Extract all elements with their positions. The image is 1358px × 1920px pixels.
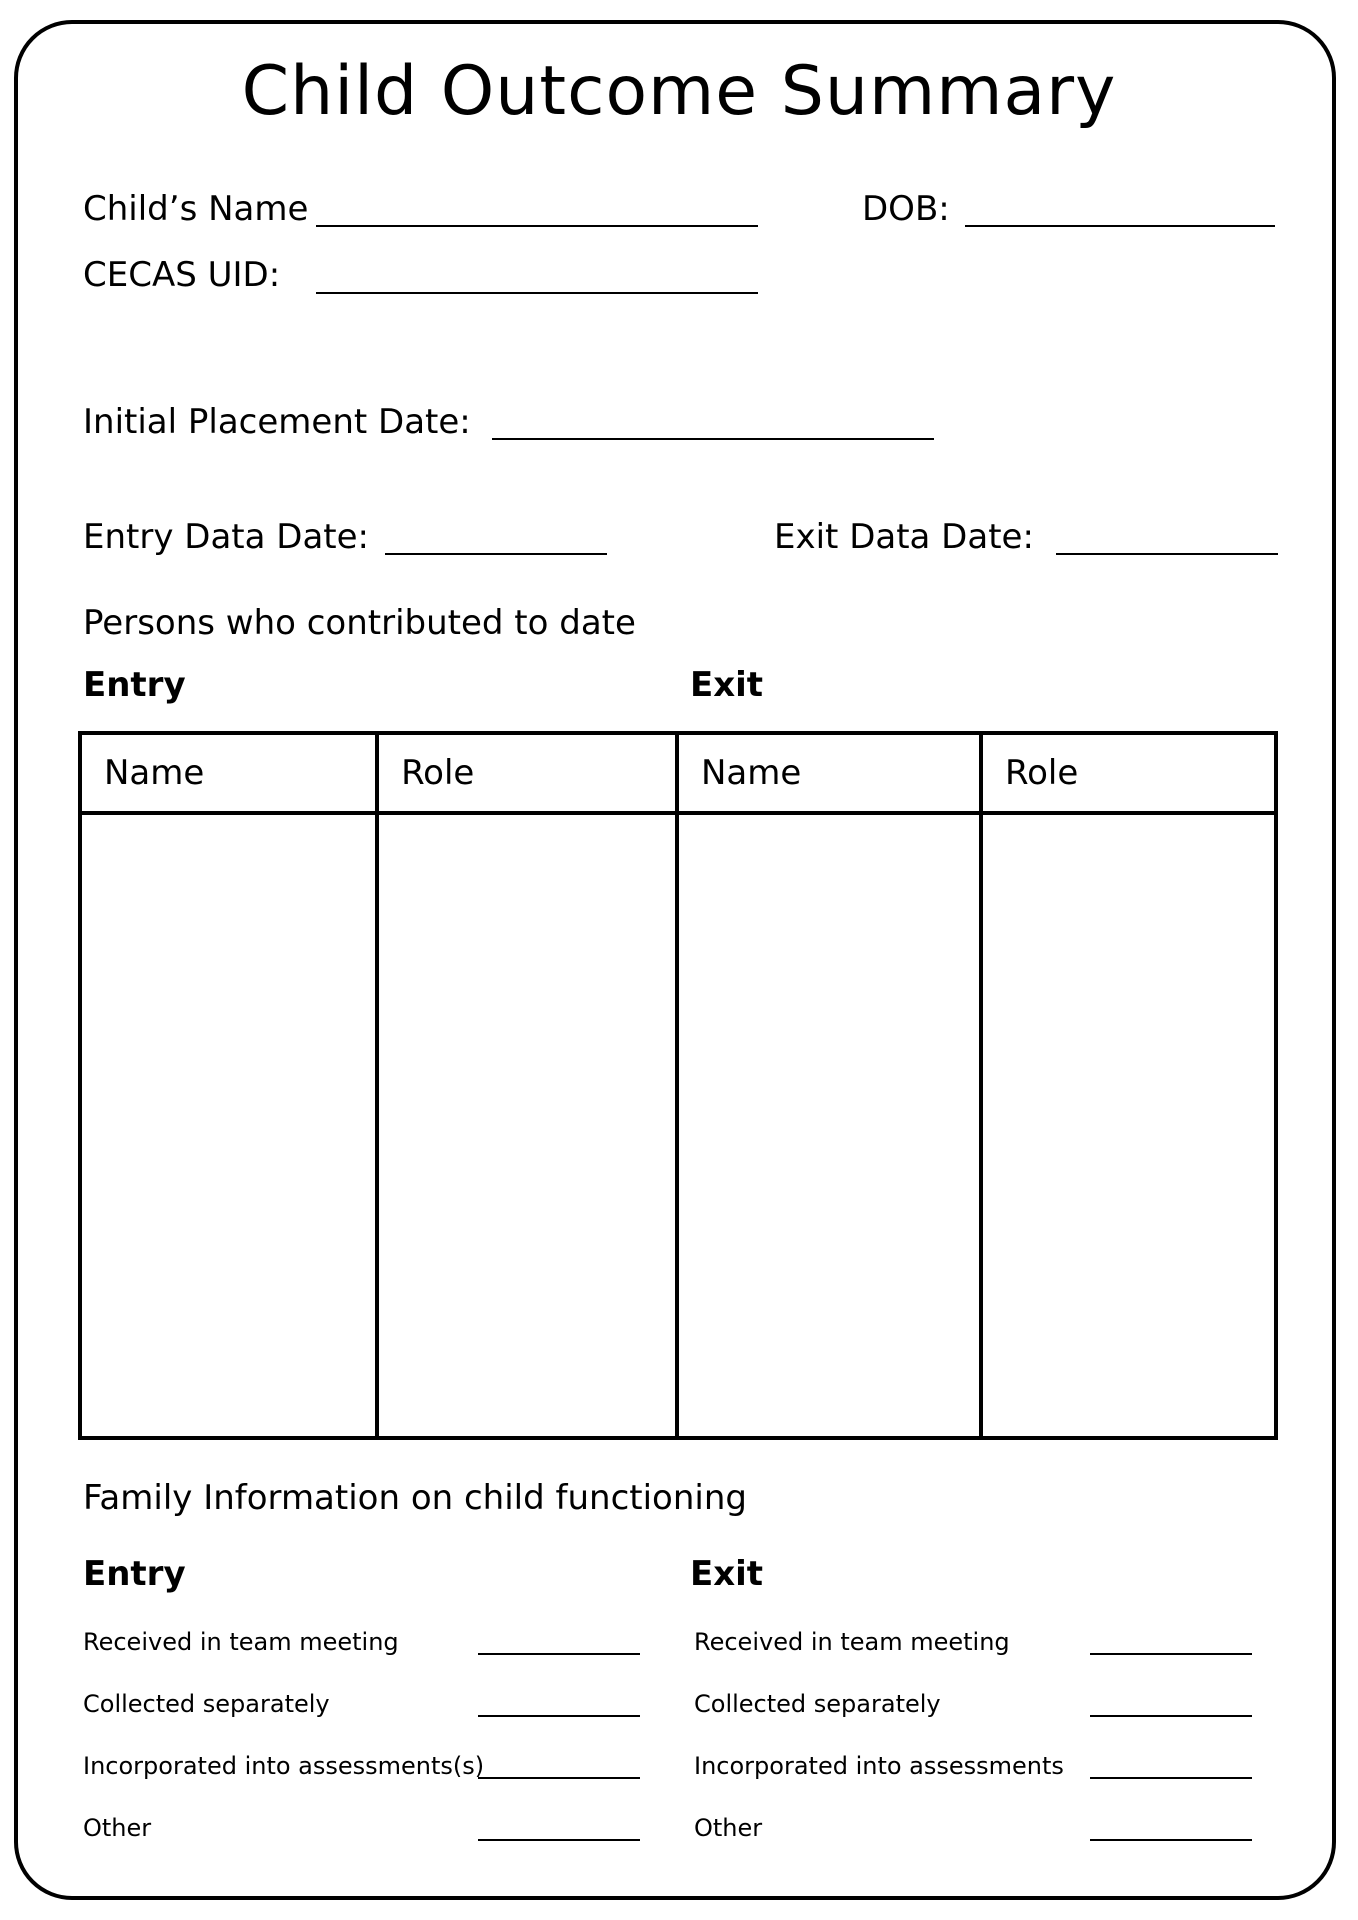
exit-data-date-field[interactable] xyxy=(1056,553,1278,555)
entry-name-cell[interactable] xyxy=(80,813,377,1438)
entry-role-cell[interactable] xyxy=(377,813,677,1438)
page-title: Child Outcome Summary xyxy=(241,52,1117,131)
initial-placement-field[interactable] xyxy=(492,438,934,440)
cecas-uid-field[interactable] xyxy=(316,292,758,294)
exit-name-cell[interactable] xyxy=(677,813,981,1438)
exit-item-label: Incorporated into assessments xyxy=(694,1752,1064,1780)
exit-item-field[interactable] xyxy=(1090,1715,1252,1717)
entry-name-column-header: Name xyxy=(80,733,377,813)
entry-item-label: Received in team meeting xyxy=(83,1628,399,1656)
exit-item-label: Other xyxy=(694,1814,763,1842)
exit-role-column-header: Role xyxy=(981,733,1276,813)
exit-item-label: Collected separately xyxy=(694,1690,941,1718)
exit-item-field[interactable] xyxy=(1090,1777,1252,1779)
exit-role-cell[interactable] xyxy=(981,813,1276,1438)
initial-placement-label: Initial Placement Date: xyxy=(83,402,471,442)
entry-item-field[interactable] xyxy=(478,1839,640,1841)
persons-heading: Persons who contributed to date xyxy=(83,603,636,643)
child-name-label: Child’s Name xyxy=(83,189,309,229)
family-entry-heading: Entry xyxy=(83,1554,186,1594)
exit-data-date-label: Exit Data Date: xyxy=(774,517,1034,557)
exit-item-field[interactable] xyxy=(1090,1653,1252,1655)
persons-entry-heading: Entry xyxy=(83,665,186,705)
persons-table xyxy=(78,731,1278,1440)
entry-item-field[interactable] xyxy=(478,1777,640,1779)
exit-name-column-header: Name xyxy=(677,733,981,813)
cecas-uid-label: CECAS UID: xyxy=(83,255,281,295)
entry-role-column-header: Role xyxy=(377,733,677,813)
entry-data-date-label: Entry Data Date: xyxy=(83,517,369,557)
persons-table-body-row xyxy=(80,813,1276,1438)
entry-item-label: Collected separately xyxy=(83,1690,330,1718)
dob-field[interactable] xyxy=(965,225,1275,227)
family-heading: Family Information on child functioning xyxy=(83,1478,747,1518)
family-exit-heading: Exit xyxy=(690,1554,764,1594)
dob-label: DOB: xyxy=(862,189,950,229)
entry-item-field[interactable] xyxy=(478,1715,640,1717)
entry-item-field[interactable] xyxy=(478,1653,640,1655)
entry-item-label: Other xyxy=(83,1814,152,1842)
exit-item-label: Received in team meeting xyxy=(694,1628,1010,1656)
entry-item-label: Incorporated into assessments(s) xyxy=(83,1752,485,1780)
persons-table-header-row xyxy=(80,733,1276,813)
child-name-field[interactable] xyxy=(316,225,758,227)
entry-data-date-field[interactable] xyxy=(385,553,607,555)
persons-exit-heading: Exit xyxy=(690,665,764,705)
exit-item-field[interactable] xyxy=(1090,1839,1252,1841)
